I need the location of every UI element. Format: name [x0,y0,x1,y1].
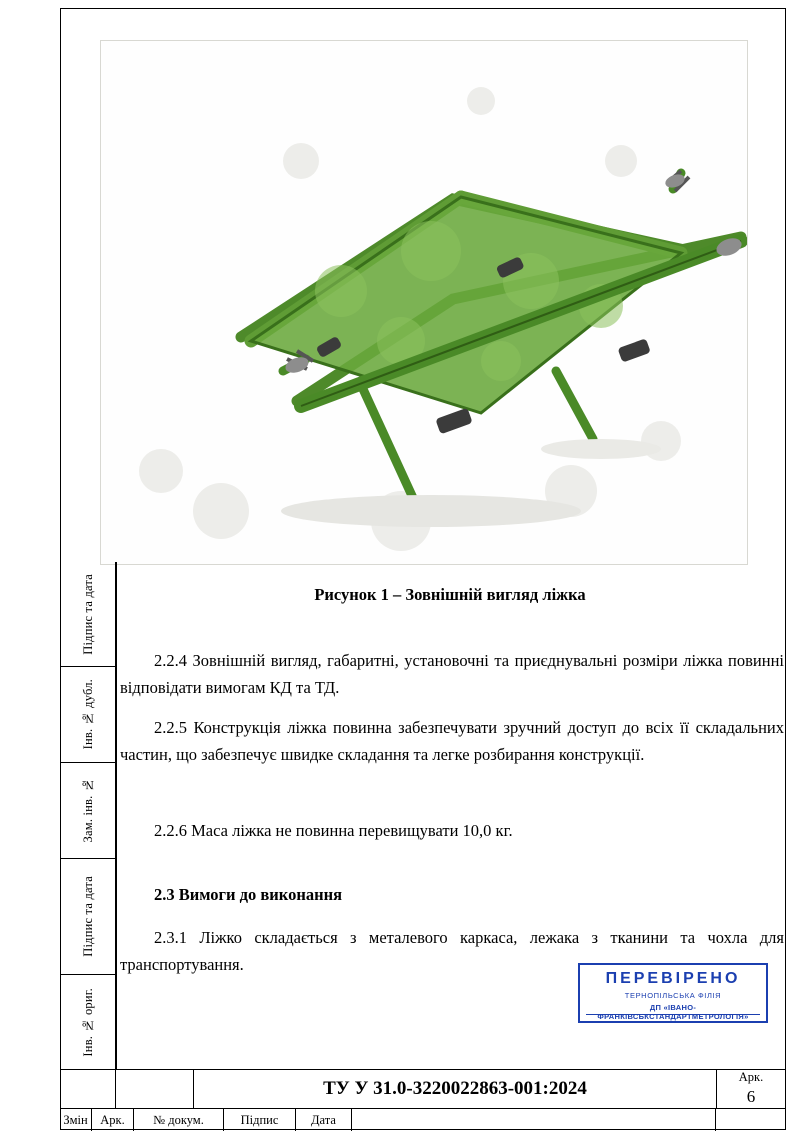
title-block-main-row [60,1070,786,1108]
title-block-columns-row [60,1108,786,1131]
paragraph-2-2-5: 2.2.5 Конструкція ліжка повинна забезпечувати зручний доступ до всіх її складальних частин, що забезпечує швидке складання та легке розбирання конструкції. [120,718,784,764]
side-cell-inv-dubl: Інв. № дубл. [60,666,116,762]
figure-caption: Рисунок 1 – Зовнішній вигляд ліжка [314,585,586,604]
stamp-title: ПЕРЕВІРЕНО [605,970,741,987]
paragraph-2-3-1: 2.3.1 Ліжко складається з металевого каркаса, лежака з тканини та чохла для транспортування. [120,928,784,974]
side-cell-signature-date-1: Підпис та дата [80,573,95,655]
sheet-number: 6 [746,1086,756,1106]
tb-col-blank [116,1070,194,1108]
figure-image [100,40,748,565]
approval-stamp [578,963,768,1023]
section-heading-2-3: 2.3 Вимоги до виконання [154,885,343,904]
side-column-strip [60,562,116,1069]
tb-label-dokum: № докум. [134,1109,224,1131]
document-code: ТУ У 31.0-3220022863-001:2024 [323,1078,587,1099]
title-block [60,1069,786,1130]
sheet-label: Арк. [738,1070,764,1084]
side-cell-signature-date-2: Підпис та дата [60,858,116,974]
tb-label-data: Дата [296,1109,352,1131]
tb-label-zmin: Змін [60,1109,92,1131]
stamp-organization: ДП «ІВАНО-ФРАНКІВСЬКСТАНДАРТМЕТРОЛОГІЯ» [597,1003,749,1021]
paragraph-2-2-4: 2.2.4 Зовнішній вигляд, габаритні, установочні та приєднувальні розміри ліжка повинні відповідати вимогам КД та ТД. [120,651,784,697]
tb-bottom-blank [352,1109,716,1131]
tb-label-ark: Арк. [92,1109,134,1131]
side-cell-zam-inv: Зам. інв. № [60,762,116,858]
folding-bed-illustration [101,41,748,565]
side-column-divider [116,562,117,1069]
paragraph-2-2-6: 2.2.6 Маса ліжка не повинна перевищувати 10,0 кг. [154,821,513,840]
side-cell-inv-orig: Інв. № ориг. [60,974,116,1069]
stamp-branch: ТЕРНОПІЛЬСЬКА ФІЛІЯ [624,991,722,1000]
tb-label-pidpys: Підпис [224,1109,296,1131]
tb-bottom-sheet-cell [716,1109,786,1131]
stamp-underline [586,1014,760,1015]
tb-col-strip [60,1070,116,1108]
